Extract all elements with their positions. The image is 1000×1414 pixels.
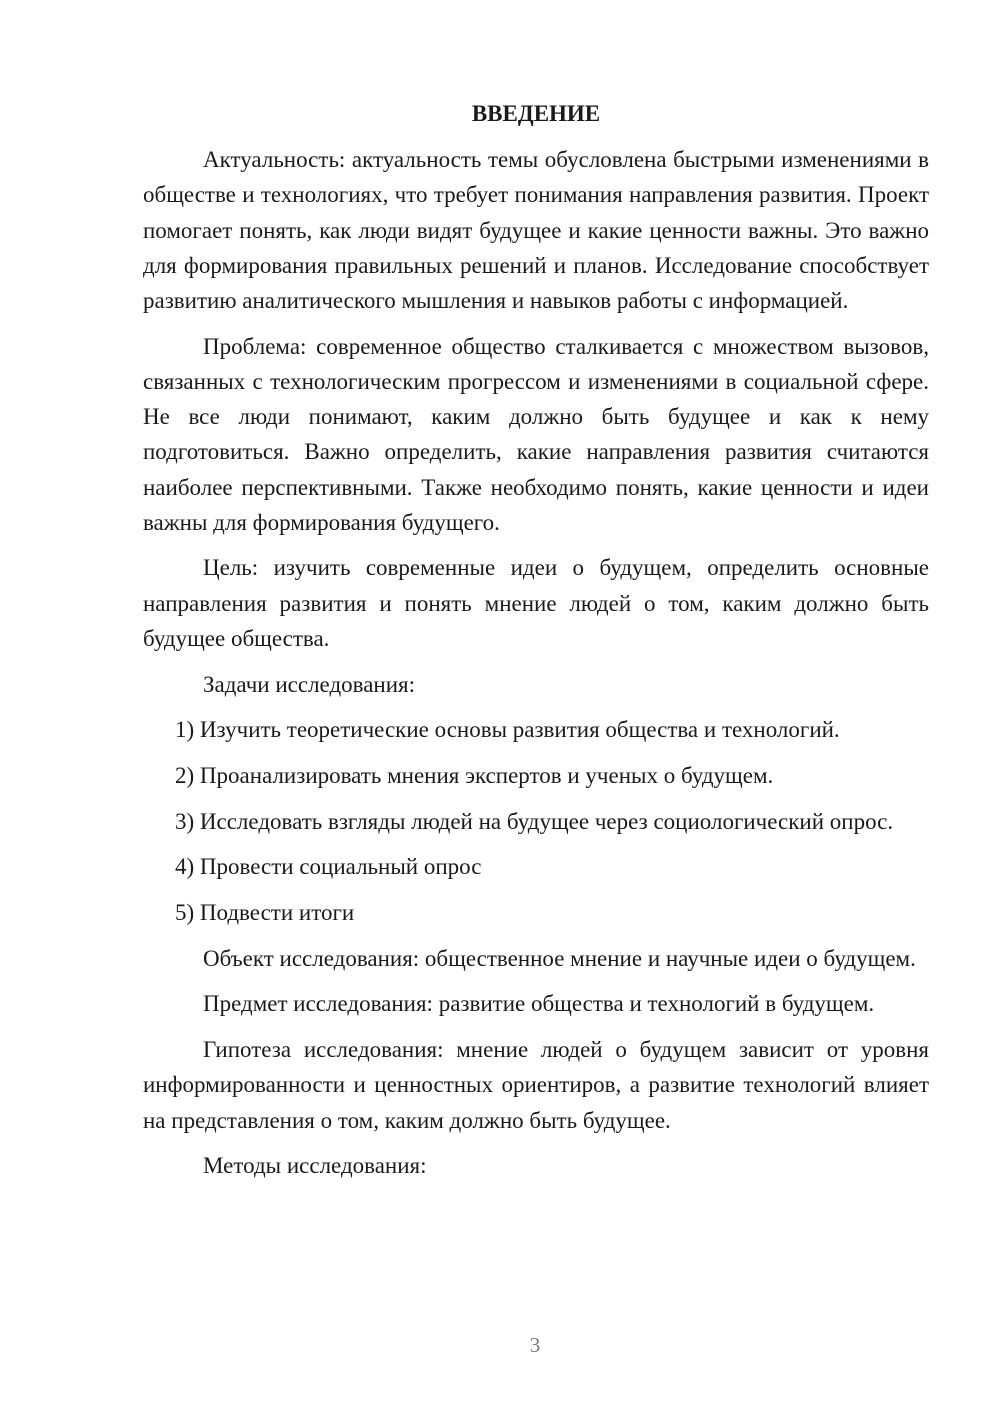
task-item-4: 4) Провести социальный опрос	[175, 854, 482, 880]
page-number: 3	[529, 1333, 541, 1357]
task-item-5: 5) Подвести итоги	[175, 900, 355, 926]
paragraph-hypothesis: Гипотеза исследования: мнение людей о будущем зависит от уровня информированности и ценностных ориентиров, а развитие технологий влияет на представления о том, каким должно быть будущее.	[143, 1037, 929, 1133]
task-item-3: 3) Исследовать взгляды людей на будущее через социологический опрос.	[175, 808, 894, 834]
section-heading: ВВЕДЕНИЕ	[471, 101, 601, 126]
paragraph-subject: Предмет исследования: развитие общества и технологий в будущем.	[203, 991, 875, 1017]
task-item-2: 2) Проанализировать мнения экспертов и ученых о будущем.	[175, 762, 774, 788]
paragraph-goal: Цель: изучить современные идеи о будущем, определить основные направления развития и понять мнение людей о том, каким должно быть будущее общества.	[143, 555, 929, 651]
task-item-1: 1) Изучить теоретические основы развития общества и технологий.	[175, 717, 840, 743]
paragraph-relevance: Актуальность: актуальность темы обусловлена быстрыми изменениями в обществе и технологиях, что требует понимания направления развития. Проект помогает понять, как люди видят будущее и какие ценности важны. Это важно для формирования правильных решений и планов. Исследование способствует развитию аналитического мышления и навыков работы с информацией.	[143, 147, 929, 314]
paragraph-object: Объект исследования: общественное мнение и научные идеи о будущем.	[203, 945, 916, 971]
paragraph-tasks-label: Задачи исследования:	[203, 671, 416, 697]
paragraph-methods-label: Методы исследования:	[203, 1153, 427, 1179]
page-content	[143, 96, 929, 1194]
paragraph-problem: Проблема: современное общество сталкивается с множеством вызовов, связанных с технологическим прогрессом и изменениями в социальной сфере. Не все люди понимают, каким должно быть будущее и как к нему подготовиться. Важно определить, какие направления развития считаются наиболее перспективными. Также необходимо понять, какие ценности и идеи важны для формирования будущего.	[143, 333, 929, 535]
